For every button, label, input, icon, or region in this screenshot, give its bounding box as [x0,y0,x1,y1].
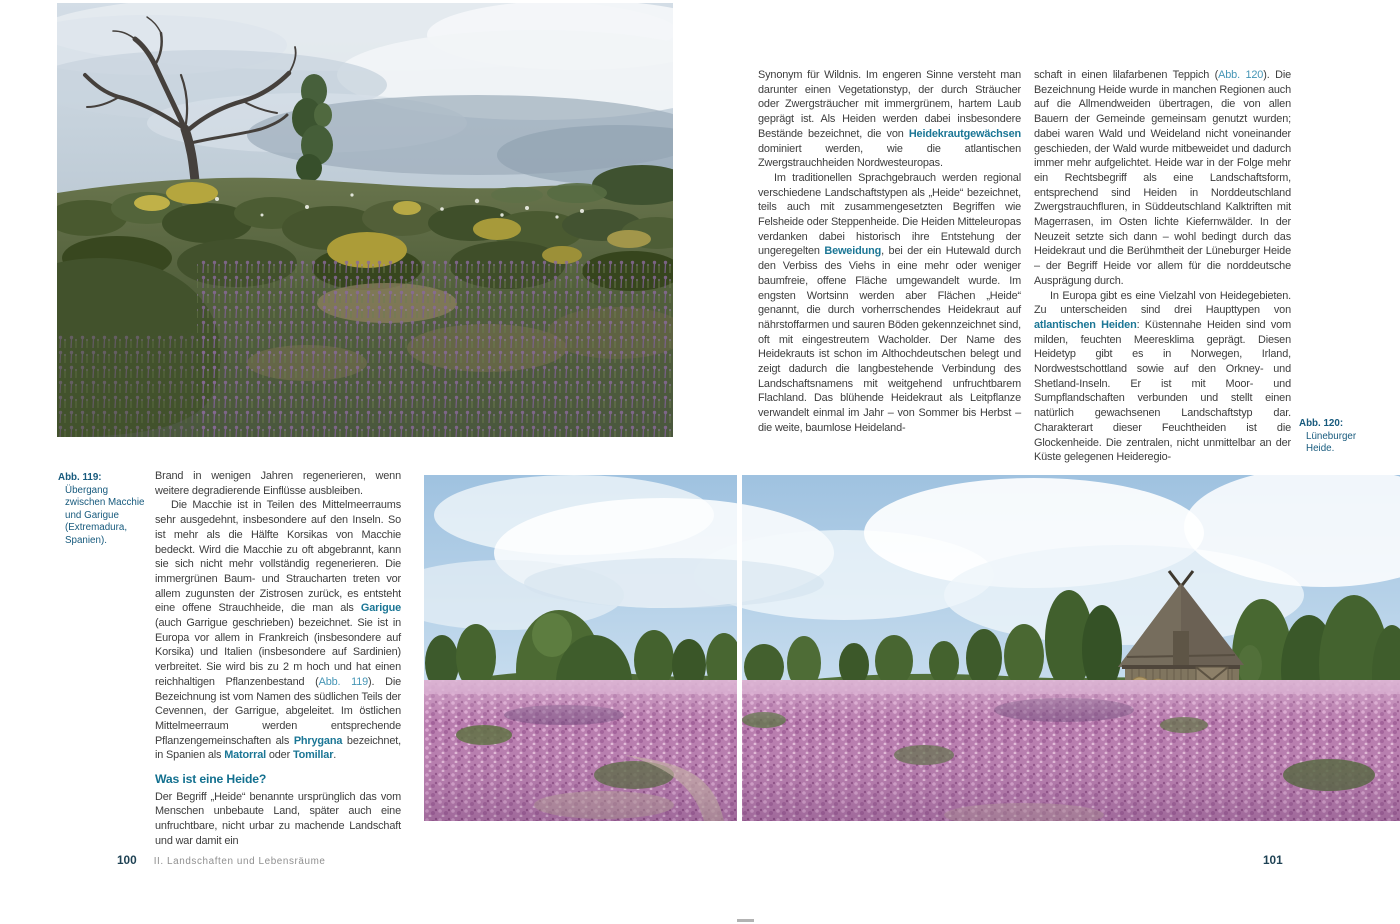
paragraph: In Europa gibt es eine Vielzahl von Heidegebieten. Zu unterscheiden sind drei Haupttypen von atlantischen Heiden: Küstennahe Heiden sind vom milden, feuchten Meeresklima geprägt. Diesen Heidetyp gibt es in Norwegen, Irland, Nordwestschottland sowie auf den Orkney- und Shetland-Inseln. Er ist mit Moor- und Sumpflandschaften verbunden und stellt einen natürlich gewachsenen Landschaftstyp dar. Charakterart dieser Feuchtheiden ist die Glockenheide. Die zentralen, nicht unmittelbar an der Küste gelegenen Heideregio- [1034,289,1291,464]
photo-macchia-garigue [57,3,673,437]
caption-label: Abb. 120: [1299,418,1344,429]
page-number-right: 101 [1263,853,1283,867]
paragraph: Brand in wenigen Jahren regenerieren, wenn weitere degradierende Einflüsse ausbleiben. [155,470,401,497]
caption-text: Lüneburger Heide. [1306,430,1357,455]
lavender-field [197,258,673,437]
caption-abb-120 [1299,418,1381,456]
photo-lueneburger-heide [424,475,1400,821]
caption-label: Abb. 119: [58,472,102,483]
page-number-left: 100 [117,853,137,867]
paragraph: Die Macchie ist in Teilen des Mittelmeerraums sehr ausgedehnt, insbesondere auf den Inseln. So ist mehr als die Hälfte Korsikas von Macchie bedeckt. Wird die Macchie zu oft abgebrannt, kann sie sich nicht mehr vollständig regenerieren. Die immergrünen Baum- und Straucharten treten vor allem zugunsten der Zistrosen zurück, es entsteht eine offene Strauchheide, die man als Garigue (auch Garrigue geschrieben) bezeichnet. Sie ist in Europa vor allem in Frankreich (insbesondere auf Korsika) und Italien (insbesondere auf Sardinien) verbreitet. Sie wird bis zu 2 m hoch und hat einen reichhaltigen Pflanzenbestand (Abb. 119). Die Bezeichnung ist vom Namen des südlichen Teils der Cevennen, der Garrigue, abgeleitet. Im östlichen Mittelmeerraum werden entsprechende Pflanzengemeinschaften als Phrygana bezeichnet, in Spanien als Matorral oder Tomillar. [155,499,402,762]
paragraph: Im traditionellen Sprachgebrauch werden regional verschiedene Landschaftstypen als „Heide“ bezeichnet, teils auch mit zusammengesetzten Begriffen wie Felsheide oder Steppenheide. Die Heiden Mitteleuropas verdanken dabei historisch ihre Entstehung der ungeregelten Beweidung, bei der ein Hutewald durch den Verbiss des Viehs in eine mehr oder weniger baumfreie, offene Fläche umgewandelt wurde. Im engsten Wortsinn werden aber Flächen „Heide“ genannt, die durch vorherrschendes Heidekraut auf nährstoffarmen und sauren Böden gekennzeichnet sind, oft mit eingestreutem Wacholder. Der Name des Heidekrauts ist schon im Althochdeutschen belegt und zeigt dadurch die langbestehende Verbindung des Landschaftsnamens mit weitgehend unfruchtbarem Flachland. Das blühende Heidekraut als Leitpflanze verwandelt einmal im Jahr – von Sommer bis Herbst – die weite, baumlose Heideland- [758,171,1021,434]
macchia-illustration [57,3,673,437]
caption-abb-119 [58,472,146,548]
page-gutter-line [737,475,742,821]
footer-left [117,851,326,869]
right-page-column-1 [758,68,1021,436]
lavender-field-left [57,333,217,437]
heide-illustration [424,475,1400,821]
paragraph: Synonym für Wildnis. Im engeren Sinne versteht man darunter einen Vegetationstyp, der durch Sträucher oder Zwergsträucher mit immergrünem, hartem Laub geprägt ist. Als Heiden werden dabei insbesondere Bestände bezeichnet, die von Heidekrautgewächsen dominiert werden, wie die atlantischen Zwergstrauchheiden Nordwesteuropas. [758,69,1021,170]
right-page-column-2 [1034,68,1291,465]
paragraph: schaft in einen lilafarbenen Teppich (Abb. 120). Die Bezeichnung Heide wurde in manchen Regionen auch auf die Allmendweiden übertragen, die von allen Bauern der Gemeinde gemeinsam genutzt wurden; dabei waren Wald und Weideland nicht voneinander geschieden, der Wald wurde mitbeweidet und dadurch immer mehr aufgelichtet. Heide war in der Folge mehr ein Rechtsbegriff als eine Landschaftsform, entsprechend sind Heiden in Norddeutschland Zwergstrauchfluren, in Süddeutschland Kalktriften mit Magerrasen, im Osten lichte Kiefernwälder. In der Neuzeit setzte sich dann – wohl bedingt durch das Heidekraut und die Berühmtheit der Lüneburger Heide – der Begriff Heide vor allem für die norddeutsche Ausprägung durch. [1034,69,1291,287]
footer-right [1263,851,1283,869]
left-page-column [155,469,401,849]
section-heading: Was ist eine Heide? [155,772,267,787]
paragraph: Der Begriff „Heide“ benannte ursprünglich das vom Menschen unbebaute Land, später auch eine unfruchtbare, nicht urbar zu machende Landschaft und war damit ein [155,790,401,847]
page-divider-mark [737,919,754,922]
caption-text: Übergang zwischen Macchie und Garigue (Extremadura, Spanien). [65,484,145,546]
chapter-title: II. Landschaften und Lebensräume [153,856,326,867]
